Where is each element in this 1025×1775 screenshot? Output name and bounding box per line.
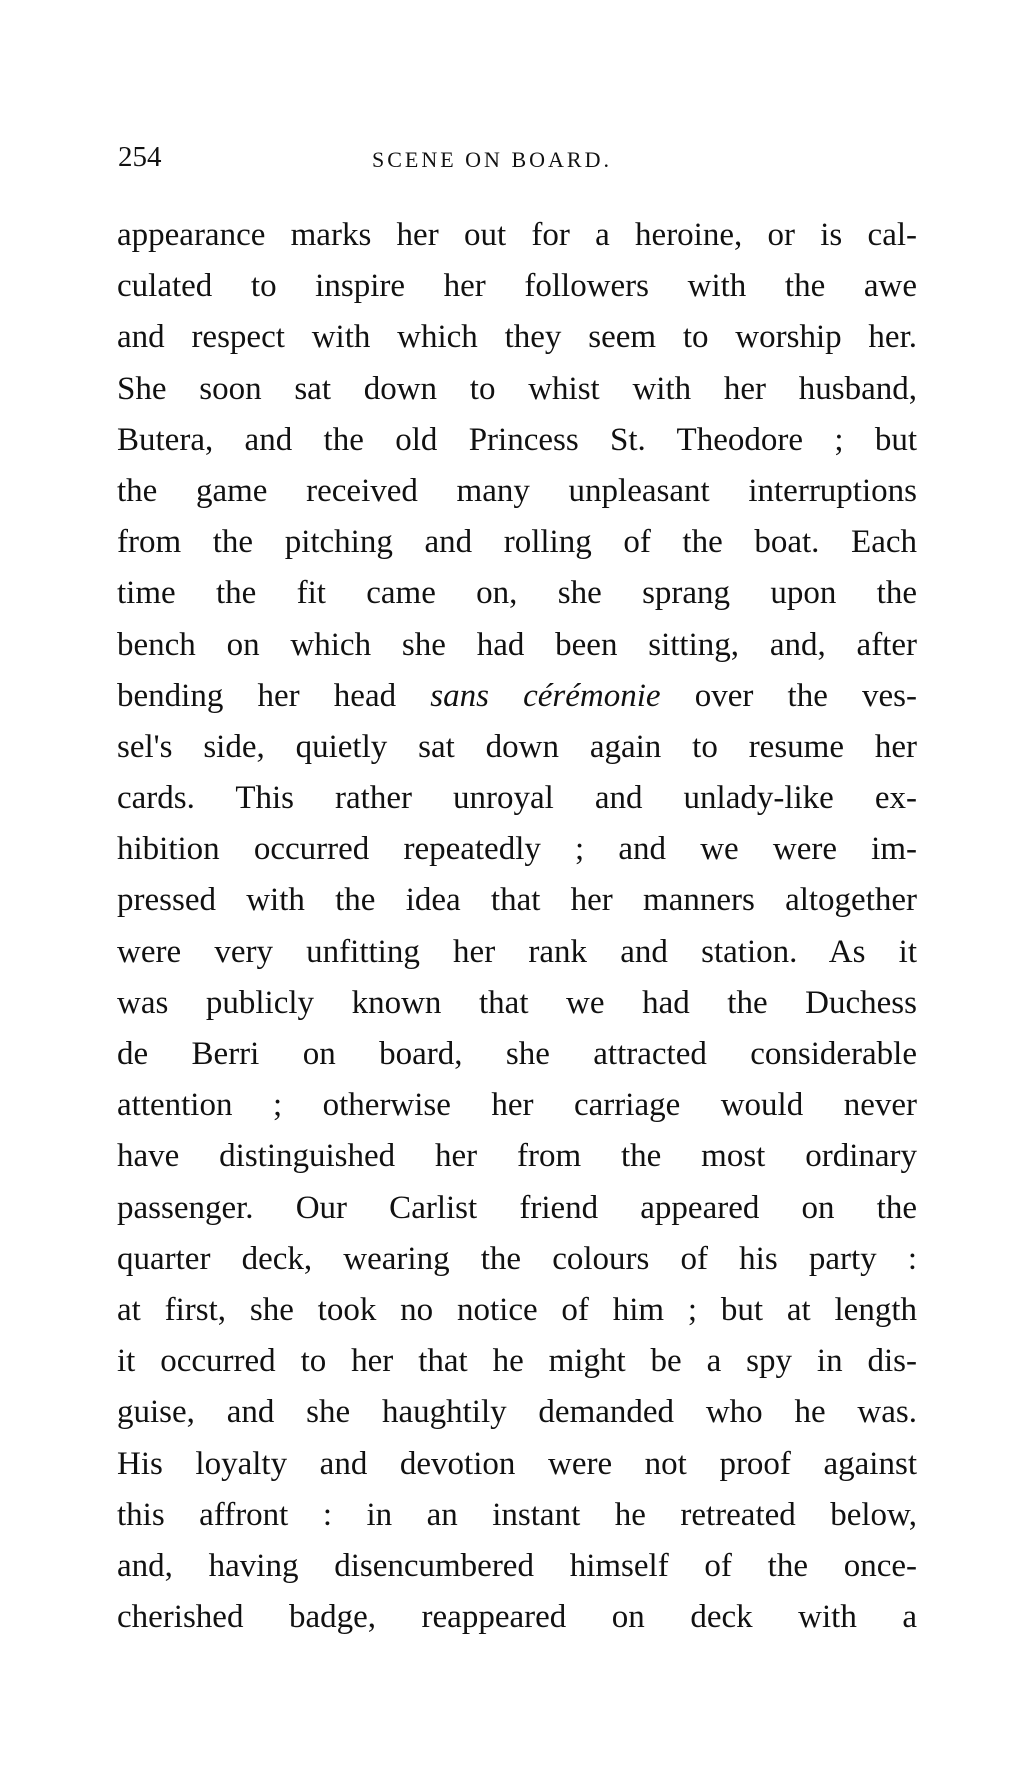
text-line: were very unfitting her rank and station. As it <box>117 933 917 970</box>
text-line: hibition occurred repeatedly ; and we were im- <box>117 831 917 868</box>
text-line: and, having disencumbered himself of the once- <box>117 1547 917 1584</box>
text-line: Butera, and the old Princess St. Theodore ; but <box>117 421 917 458</box>
body-text <box>117 210 917 1643</box>
text-line: from the pitching and rolling of the boat. Each <box>117 524 917 561</box>
text-line: culated to inspire her followers with the awe <box>117 268 917 305</box>
text-line: attention ; otherwise her carriage would never <box>117 1087 917 1124</box>
text-line: the game received many unpleasant interruptions <box>117 472 917 509</box>
text-line: was publicly known that we had the Duchess <box>117 984 917 1021</box>
text-line: She soon sat down to whist with her husband, <box>117 370 917 407</box>
text-line: quarter deck, wearing the colours of his party : <box>117 1240 917 1277</box>
text-line: bench on which she had been sitting, and, after <box>117 626 917 663</box>
text-line: cherished badge, reappeared on deck with a <box>117 1599 917 1636</box>
text-line: this affront : in an instant he retreated below, <box>117 1496 917 1533</box>
text-line: at first, she took no notice of him ; but at length <box>117 1291 917 1328</box>
text-line: appearance marks her out for a heroine, or is cal- <box>117 217 917 253</box>
text-line: sel's side, quietly sat down again to resume her <box>117 728 917 765</box>
text-line: de Berri on board, she attracted considerable <box>117 1036 917 1072</box>
text-line: time the fit came on, she sprang upon the <box>117 575 917 612</box>
text-line: His loyalty and devotion were not proof against <box>117 1445 917 1482</box>
text-line: bending her head sans cérémonie over the ves- <box>117 677 918 714</box>
text-line: passenger. Our Carlist friend appeared on the <box>117 1189 917 1226</box>
page-number: 254 <box>118 141 162 173</box>
text-line: guise, and she haughtily demanded who he was. <box>117 1394 917 1431</box>
text-line: pressed with the idea that her manners altogether <box>117 882 917 919</box>
text-line: have distinguished her from the most ordinary <box>117 1138 917 1175</box>
italic-phrase: sans cérémonie <box>430 677 661 714</box>
text-line: and respect with which they seem to worship her. <box>117 319 917 356</box>
text-line: it occurred to her that he might be a spy in dis- <box>117 1343 917 1380</box>
text-line: cards. This rather unroyal and unlady-like ex- <box>117 780 917 817</box>
running-title: SCENE ON BOARD. <box>372 147 612 172</box>
